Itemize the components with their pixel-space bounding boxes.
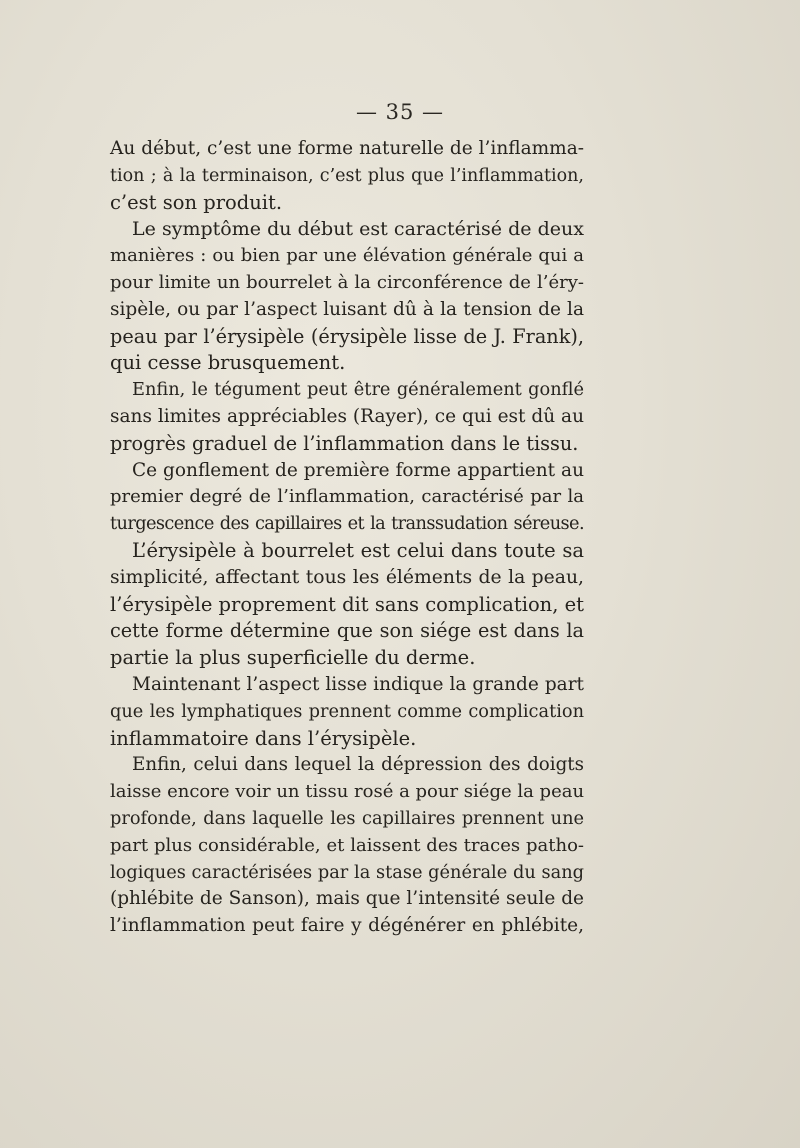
text-line: (phlébite de Sanson), mais que l’intensité seule de <box>110 888 584 910</box>
text-line: que les lymphatiques prennent comme complication <box>110 701 584 722</box>
text-line: tion ; à la terminaison, c’est plus que l’inflammation, <box>110 165 584 186</box>
text-line: peau par l’érysipèle (érysipèle lisse de J. Frank), <box>110 324 584 348</box>
text-line: Au début, c’est une forme naturelle de l’inflamma- <box>110 138 584 159</box>
text-line: c’est son produit. <box>110 190 283 214</box>
text-line: l’érysipèle proprement dit sans complication, et <box>110 592 585 616</box>
text-line: premier degré de l’inflammation, caractérisé par la <box>110 486 584 508</box>
text-line: logiques caractérisées par la stase générale du sang <box>110 862 584 883</box>
text-line: L’érysipèle à bourrelet est celui dans toute sa <box>132 538 584 562</box>
body-text <box>110 136 584 940</box>
text-line: simplicité, affectant tous les éléments de la peau, <box>110 566 584 588</box>
text-line: pour limite un bourrelet à la circonférence de l’éry- <box>110 271 584 293</box>
text-line: Maintenant l’aspect lisse indique la grande part <box>132 673 584 695</box>
text-line: sans limites appréciables (Rayer), ce qui est dû au <box>110 405 584 427</box>
text-line: Enfin, le tégument peut être généralement gonflé <box>132 380 584 401</box>
text-line: Enfin, celui dans lequel la dépression des doigts <box>132 754 584 776</box>
text-line: manières : ou bien par une élévation générale qui a <box>110 245 584 267</box>
text-line: progrès graduel de l’inflammation dans le tissu. <box>110 431 579 455</box>
text-line: Le symptôme du début est caractérisé de deux <box>132 218 584 241</box>
text-line: part plus considérable, et laissent des traces patho- <box>110 834 584 856</box>
text-line: inflammatoire dans l’érysipèle. <box>110 726 417 750</box>
text-line: profonde, dans laquelle les capillaires prennent une <box>110 808 584 829</box>
text-line: qui cesse brusquement. <box>110 351 346 375</box>
text-line: turgescence des capillaires et la transsudation séreuse. <box>110 514 584 535</box>
text-line: laisse encore voir un tissu rosé a pour siége la peau <box>110 781 585 803</box>
text-line: sipèle, ou par l’aspect luisant dû à la tension de la <box>110 298 584 320</box>
page-number: — 35 — <box>355 100 445 124</box>
text-line: Ce gonflement de première forme appartient au <box>132 459 584 481</box>
text-line: l’inflammation peut faire y dégénérer en phlébite, <box>110 915 584 937</box>
text-line: cette forme détermine que son siége est dans la <box>110 619 584 643</box>
text-line: partie la plus superficielle du derme. <box>110 646 476 670</box>
